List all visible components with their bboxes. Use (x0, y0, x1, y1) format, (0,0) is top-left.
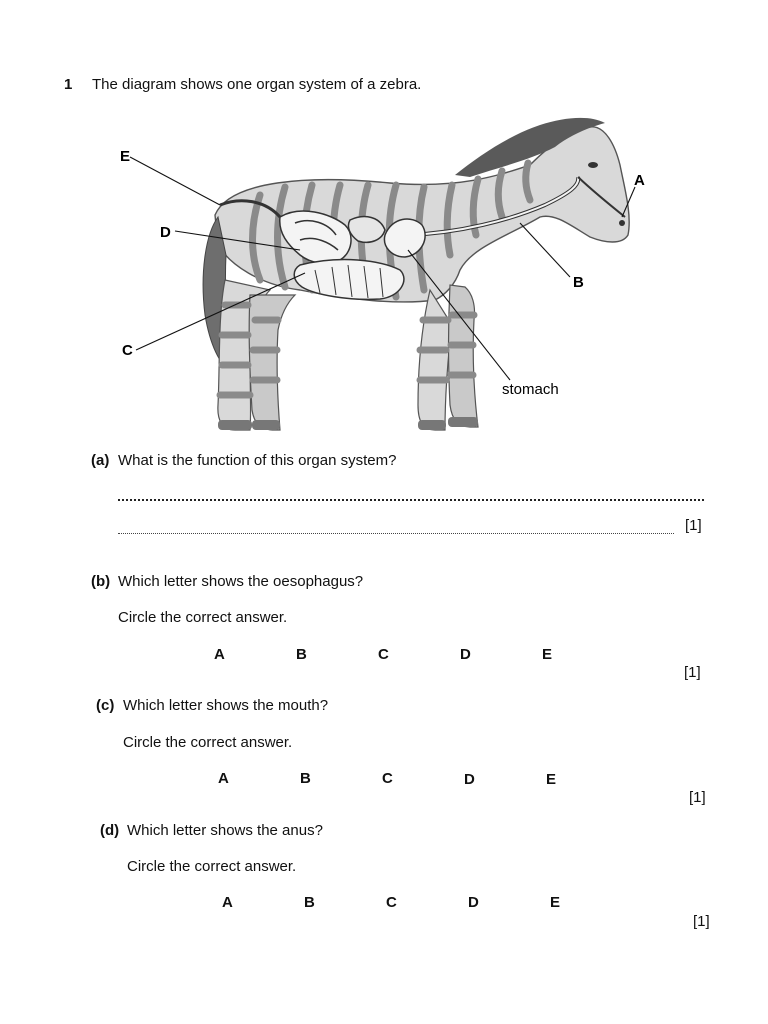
part-c-option-e[interactable]: E (546, 771, 557, 788)
part-c-option-d[interactable]: D (464, 771, 475, 788)
label-C: C (122, 342, 133, 359)
part-c-option-b[interactable]: B (300, 770, 311, 787)
part-c-marks: [1] (689, 789, 706, 806)
question-number: 1 (64, 76, 73, 93)
label-E: E (120, 148, 131, 165)
part-b-option-c[interactable]: C (378, 646, 389, 663)
part-b-label: (b) (91, 573, 111, 590)
part-a-marks: [1] (685, 517, 702, 534)
part-b-question: Which letter shows the oesophagus? (118, 573, 364, 590)
zebra-silhouette (203, 118, 629, 430)
zebra-diagram (100, 105, 660, 445)
part-b-option-b[interactable]: B (296, 646, 307, 663)
part-a-label: (a) (91, 452, 110, 469)
part-c-label: (c) (96, 697, 115, 714)
part-c-option-c[interactable]: C (382, 770, 393, 787)
part-d-option-b[interactable]: B (304, 894, 315, 911)
answer-line-1[interactable] (118, 499, 704, 501)
part-d-option-c[interactable]: C (386, 894, 397, 911)
part-b-marks: [1] (684, 664, 701, 681)
label-D: D (160, 224, 171, 241)
part-d-option-d[interactable]: D (468, 894, 479, 911)
part-d-marks: [1] (693, 913, 710, 930)
answer-line-2[interactable] (118, 533, 674, 534)
part-d-option-a[interactable]: A (222, 894, 233, 911)
part-c-instruction: Circle the correct answer. (123, 734, 293, 751)
part-b-option-d[interactable]: D (460, 646, 471, 663)
label-stomach: stomach (502, 381, 559, 398)
part-d-option-e[interactable]: E (550, 894, 561, 911)
question-intro: The diagram shows one organ system of a zebra. (92, 76, 422, 93)
part-d-instruction: Circle the correct answer. (127, 858, 297, 875)
label-A: A (634, 172, 645, 189)
part-d-question: Which letter shows the anus? (127, 822, 323, 839)
part-c-question: Which letter shows the mouth? (123, 697, 329, 714)
part-b-option-e[interactable]: E (542, 646, 553, 663)
part-d-label: (d) (100, 822, 120, 839)
part-b-instruction: Circle the correct answer. (118, 609, 288, 626)
part-b-option-a[interactable]: A (214, 646, 225, 663)
part-c-option-a[interactable]: A (218, 770, 229, 787)
label-B: B (573, 274, 584, 291)
part-a-question: What is the function of this organ system? (118, 452, 397, 469)
